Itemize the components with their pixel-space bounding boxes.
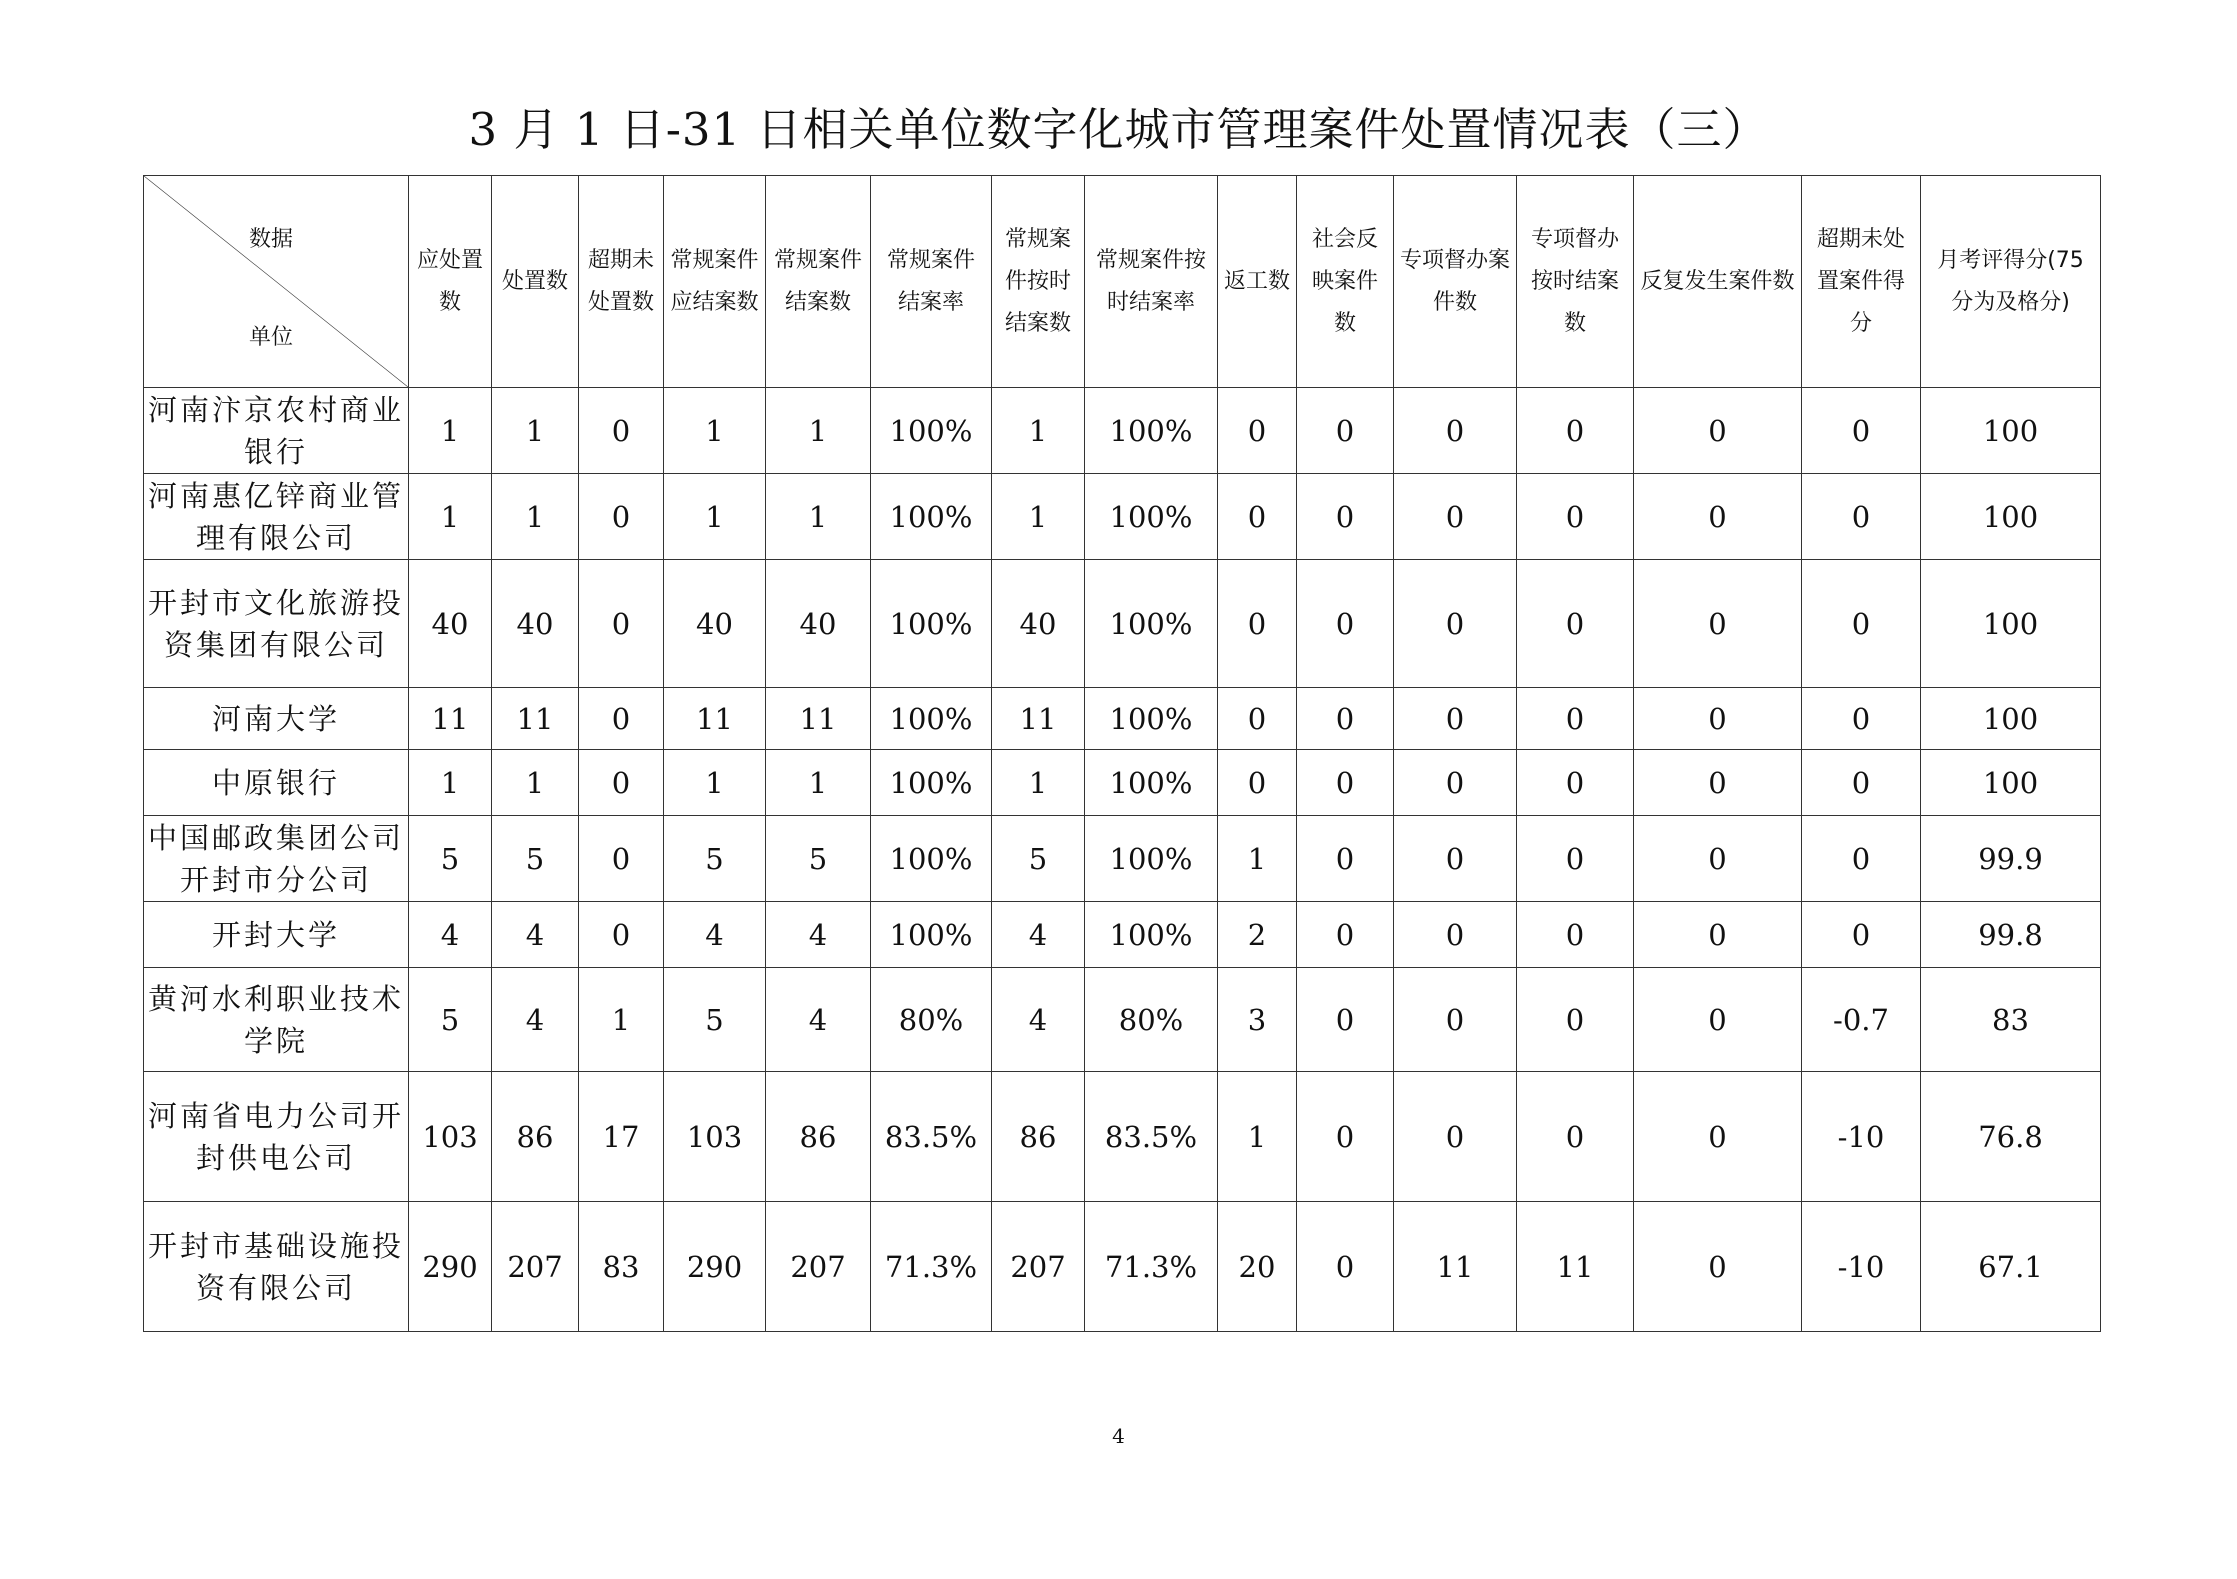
table-cell: 0 xyxy=(1297,560,1394,688)
unit-name-cell: 黄河水利职业技术学院 xyxy=(144,968,409,1072)
table-cell: 71.3% xyxy=(1085,1202,1218,1332)
table-cell: 100% xyxy=(871,474,992,560)
table-cell: 1 xyxy=(409,750,492,816)
unit-name-cell: 中国邮政集团公司开封市分公司 xyxy=(144,816,409,902)
table-cell: 0 xyxy=(1802,474,1921,560)
table-cell: 0 xyxy=(579,688,664,750)
table-cell: 0 xyxy=(1634,968,1802,1072)
table-cell: 0 xyxy=(1394,968,1517,1072)
table-cell: 5 xyxy=(766,816,871,902)
corner-label-data: 数据 xyxy=(249,227,294,252)
table-cell: 1 xyxy=(664,388,766,474)
table-cell: 1 xyxy=(492,474,579,560)
table-cell: 11 xyxy=(766,688,871,750)
table-cell: 76.8 xyxy=(1921,1072,2101,1202)
table-cell: 0 xyxy=(1297,1072,1394,1202)
table-cell: 100% xyxy=(1085,560,1218,688)
table-cell: 0 xyxy=(1394,750,1517,816)
unit-name-cell: 开封大学 xyxy=(144,902,409,968)
table-cell: 100 xyxy=(1921,388,2101,474)
table-cell: 0 xyxy=(1218,474,1297,560)
unit-name-cell: 河南大学 xyxy=(144,688,409,750)
table-cell: 0 xyxy=(1297,1202,1394,1332)
table-cell: 207 xyxy=(992,1202,1085,1332)
table-cell: 1 xyxy=(1218,816,1297,902)
table-cell: 67.1 xyxy=(1921,1202,2101,1332)
table-cell: 86 xyxy=(492,1072,579,1202)
column-header: 常规案件按时结案数 xyxy=(992,176,1085,388)
table-cell: 0 xyxy=(1394,1072,1517,1202)
table-cell: 0 xyxy=(1517,902,1634,968)
table-cell: 0 xyxy=(1634,560,1802,688)
table-cell: 0 xyxy=(1517,688,1634,750)
table-cell: 100 xyxy=(1921,474,2101,560)
table-cell: 1 xyxy=(992,750,1085,816)
table-cell: 100% xyxy=(1085,902,1218,968)
table-cell: 0 xyxy=(1802,388,1921,474)
table-cell: 0 xyxy=(1517,750,1634,816)
diagonal-line xyxy=(144,176,408,387)
table-cell: 80% xyxy=(871,968,992,1072)
table-cell: 1 xyxy=(766,388,871,474)
table-cell: 0 xyxy=(1634,1072,1802,1202)
table-cell: 100 xyxy=(1921,688,2101,750)
table-row xyxy=(144,1202,2101,1332)
table-cell: 1 xyxy=(664,750,766,816)
table-cell: 40 xyxy=(766,560,871,688)
table-cell: -0.7 xyxy=(1802,968,1921,1072)
unit-name-cell: 开封市文化旅游投资集团有限公司 xyxy=(144,560,409,688)
table-cell: 0 xyxy=(1634,750,1802,816)
table-cell: 40 xyxy=(992,560,1085,688)
table-cell: 100% xyxy=(871,560,992,688)
column-header: 常规案件结案率 xyxy=(871,176,992,388)
table-cell: 1 xyxy=(664,474,766,560)
table-body xyxy=(144,388,2101,1332)
table-cell: 100% xyxy=(1085,750,1218,816)
table-row xyxy=(144,750,2101,816)
table-cell: 0 xyxy=(1394,688,1517,750)
table-cell: 99.8 xyxy=(1921,902,2101,968)
table-cell: 80% xyxy=(1085,968,1218,1072)
table-cell: -10 xyxy=(1802,1202,1921,1332)
table-cell: 0 xyxy=(1297,750,1394,816)
table-row xyxy=(144,968,2101,1072)
table-cell: 0 xyxy=(1394,474,1517,560)
table-cell: 5 xyxy=(409,816,492,902)
table-cell: 4 xyxy=(664,902,766,968)
column-header: 反复发生案件数 xyxy=(1634,176,1802,388)
table-cell: 100% xyxy=(1085,688,1218,750)
table-cell: 0 xyxy=(579,750,664,816)
corner-cell xyxy=(144,176,409,388)
table-cell: 0 xyxy=(579,474,664,560)
table-cell: 0 xyxy=(579,560,664,688)
table-cell: 99.9 xyxy=(1921,816,2101,902)
table-cell: 0 xyxy=(1517,816,1634,902)
table-cell: 4 xyxy=(992,968,1085,1072)
table-cell: 0 xyxy=(579,902,664,968)
table-cell: 0 xyxy=(1218,560,1297,688)
table-cell: 83 xyxy=(579,1202,664,1332)
table-cell: 4 xyxy=(492,902,579,968)
table-cell: 0 xyxy=(1297,388,1394,474)
column-header: 专项督办案件数 xyxy=(1394,176,1517,388)
table-cell: 17 xyxy=(579,1072,664,1202)
report-table xyxy=(143,175,2101,1332)
table-cell: 0 xyxy=(1517,388,1634,474)
table-cell: 40 xyxy=(409,560,492,688)
table-cell: 4 xyxy=(409,902,492,968)
column-header: 超期未处置数 xyxy=(579,176,664,388)
unit-name-cell: 中原银行 xyxy=(144,750,409,816)
page-number: 4 xyxy=(1112,1424,1125,1448)
table-cell: 0 xyxy=(1634,816,1802,902)
table-cell: 100% xyxy=(871,388,992,474)
table-cell: 100% xyxy=(1085,816,1218,902)
table-cell: 11 xyxy=(1394,1202,1517,1332)
table-cell: 100% xyxy=(871,816,992,902)
table-cell: 1 xyxy=(409,474,492,560)
table-cell: 5 xyxy=(409,968,492,1072)
table-cell: 4 xyxy=(492,968,579,1072)
table-cell: 4 xyxy=(992,902,1085,968)
column-header: 常规案件按时结案率 xyxy=(1085,176,1218,388)
table-cell: 3 xyxy=(1218,968,1297,1072)
table-cell: 1 xyxy=(992,474,1085,560)
column-header: 常规案件应结案数 xyxy=(664,176,766,388)
table-cell: 103 xyxy=(664,1072,766,1202)
table-cell: 1 xyxy=(1218,1072,1297,1202)
table-row xyxy=(144,902,2101,968)
table-cell: 0 xyxy=(1394,560,1517,688)
table-cell: 4 xyxy=(766,902,871,968)
table-cell: 0 xyxy=(1297,816,1394,902)
table-cell: 1 xyxy=(766,474,871,560)
table-cell: 83.5% xyxy=(871,1072,992,1202)
table-cell: 0 xyxy=(1802,816,1921,902)
table-cell: 86 xyxy=(992,1072,1085,1202)
table-cell: 4 xyxy=(766,968,871,1072)
table-cell: 0 xyxy=(1634,474,1802,560)
table-cell: 5 xyxy=(492,816,579,902)
table-cell: 11 xyxy=(409,688,492,750)
table-row xyxy=(144,388,2101,474)
table-cell: 0 xyxy=(1218,688,1297,750)
table-cell: 11 xyxy=(664,688,766,750)
table-cell: 0 xyxy=(1394,388,1517,474)
table-cell: 0 xyxy=(579,816,664,902)
column-header: 月考评得分(75分为及格分) xyxy=(1921,176,2101,388)
table-cell: 0 xyxy=(1634,388,1802,474)
unit-name-cell: 河南汴京农村商业银行 xyxy=(144,388,409,474)
table-cell: 0 xyxy=(1517,560,1634,688)
table-cell: 207 xyxy=(492,1202,579,1332)
table-cell: 0 xyxy=(1802,688,1921,750)
table-cell: 5 xyxy=(664,816,766,902)
page-title: 3 月 1 日-31 日相关单位数字化城市管理案件处置情况表（三） xyxy=(468,103,1769,156)
table-cell: 5 xyxy=(992,816,1085,902)
table-row xyxy=(144,1072,2101,1202)
table-cell: 0 xyxy=(1297,688,1394,750)
table-cell: 40 xyxy=(492,560,579,688)
table-cell: 0 xyxy=(1218,750,1297,816)
table-cell: 100% xyxy=(1085,474,1218,560)
table-cell: 0 xyxy=(1297,968,1394,1072)
table-cell: 0 xyxy=(1297,474,1394,560)
table-row xyxy=(144,474,2101,560)
table-cell: 103 xyxy=(409,1072,492,1202)
table-cell: 100% xyxy=(871,750,992,816)
table-cell: 1 xyxy=(492,750,579,816)
column-header: 返工数 xyxy=(1218,176,1297,388)
table-cell: 1 xyxy=(766,750,871,816)
table-cell: 71.3% xyxy=(871,1202,992,1332)
table-cell: 0 xyxy=(1802,902,1921,968)
unit-name-cell: 开封市基础设施投资有限公司 xyxy=(144,1202,409,1332)
column-header: 处置数 xyxy=(492,176,579,388)
table-cell: 0 xyxy=(1394,902,1517,968)
table-cell: 83 xyxy=(1921,968,2101,1072)
table-cell: 0 xyxy=(1802,560,1921,688)
table-cell: 100% xyxy=(1085,388,1218,474)
corner-label-unit: 单位 xyxy=(249,325,294,350)
table-row xyxy=(144,688,2101,750)
table-cell: 0 xyxy=(1634,688,1802,750)
table-cell: 20 xyxy=(1218,1202,1297,1332)
table-row xyxy=(144,816,2101,902)
table-cell: 2 xyxy=(1218,902,1297,968)
table-cell: 290 xyxy=(409,1202,492,1332)
table-cell: 1 xyxy=(409,388,492,474)
table-cell: 11 xyxy=(1517,1202,1634,1332)
table-cell: 0 xyxy=(1517,968,1634,1072)
header-row xyxy=(144,176,2101,388)
table-cell: 100 xyxy=(1921,560,2101,688)
table-cell: 290 xyxy=(664,1202,766,1332)
table-cell: -10 xyxy=(1802,1072,1921,1202)
table-cell: 0 xyxy=(1394,816,1517,902)
table-cell: 0 xyxy=(1802,750,1921,816)
column-header: 社会反映案件数 xyxy=(1297,176,1394,388)
column-header: 超期未处置案件得分 xyxy=(1802,176,1921,388)
column-header: 应处置数 xyxy=(409,176,492,388)
table-cell: 100 xyxy=(1921,750,2101,816)
table-cell: 100% xyxy=(871,688,992,750)
table-cell: 0 xyxy=(1517,1072,1634,1202)
table-cell: 86 xyxy=(766,1072,871,1202)
table-cell: 0 xyxy=(1297,902,1394,968)
table-cell: 0 xyxy=(579,388,664,474)
table-cell: 207 xyxy=(766,1202,871,1332)
table-cell: 0 xyxy=(1517,474,1634,560)
column-header: 常规案件结案数 xyxy=(766,176,871,388)
table-cell: 83.5% xyxy=(1085,1072,1218,1202)
table-cell: 0 xyxy=(1218,388,1297,474)
unit-name-cell: 河南省电力公司开封供电公司 xyxy=(144,1072,409,1202)
table-cell: 1 xyxy=(492,388,579,474)
table-cell: 5 xyxy=(664,968,766,1072)
table-row xyxy=(144,560,2101,688)
table-cell: 100% xyxy=(871,902,992,968)
table-cell: 11 xyxy=(492,688,579,750)
table-cell: 0 xyxy=(1634,902,1802,968)
unit-name-cell: 河南惠亿锌商业管理有限公司 xyxy=(144,474,409,560)
table-cell: 1 xyxy=(992,388,1085,474)
table-cell: 11 xyxy=(992,688,1085,750)
table-cell: 1 xyxy=(579,968,664,1072)
column-header: 专项督办按时结案数 xyxy=(1517,176,1634,388)
table-cell: 40 xyxy=(664,560,766,688)
table-cell: 0 xyxy=(1634,1202,1802,1332)
